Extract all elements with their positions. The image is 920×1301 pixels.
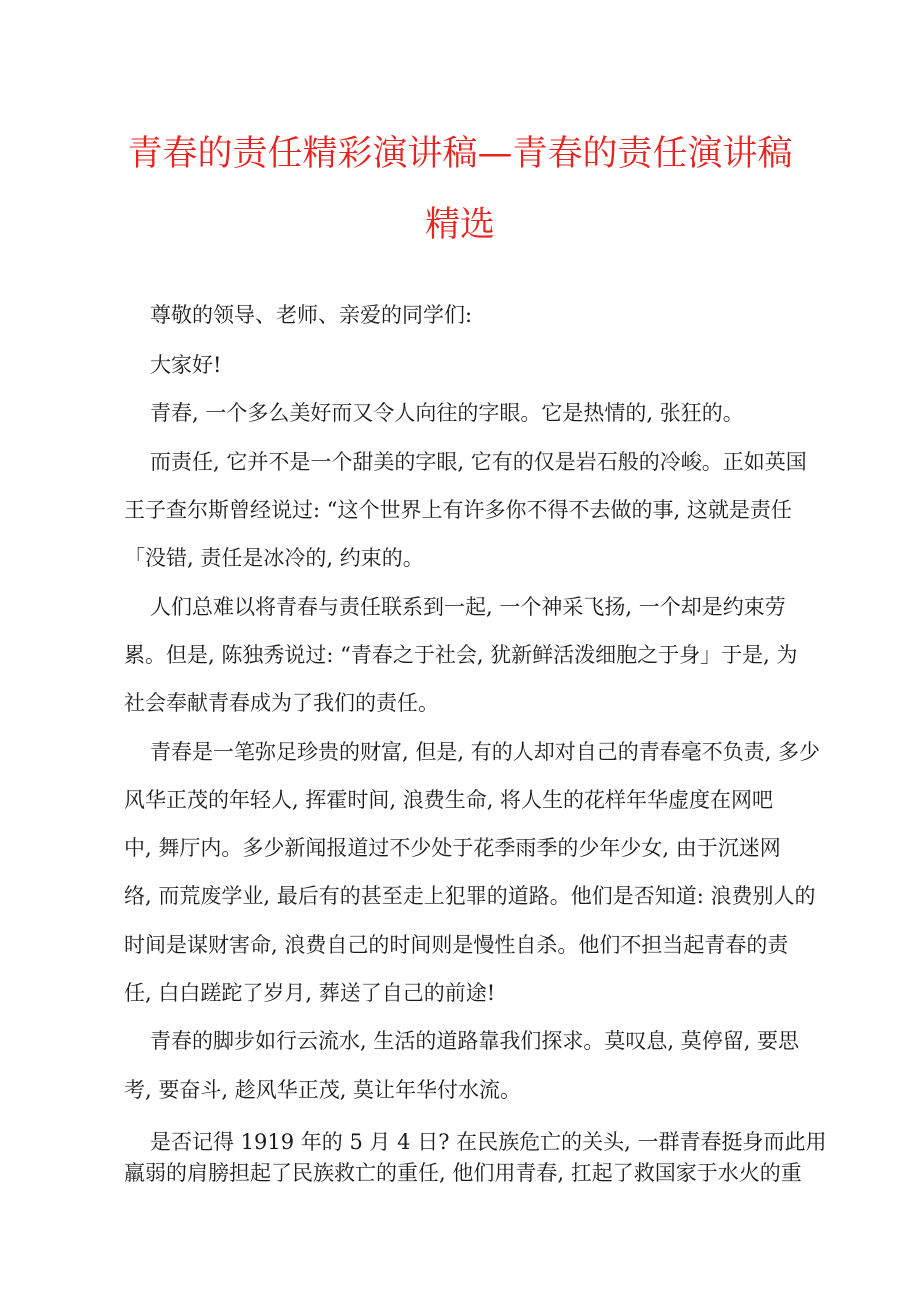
paragraph-line: 络, 而荒废学业, 最后有的甚至走上犯罪的道路。他们是否知道: 浪费别人的	[124, 884, 816, 908]
paragraph-line: 风华正茂的年轻人, 挥霍时间, 浪费生命, 将人生的花样年华虚度在网吧	[124, 788, 774, 812]
paragraph-line: 王子查尔斯曾经说过: “这个世界上有许多你不得不去做的事, 这就是责任	[124, 498, 792, 522]
paragraph-line: 中, 舞厅内。多少新闻报道过不少处于花季雨季的少年少女, 由于沉迷网	[124, 836, 781, 860]
paragraph-line: 青春的脚步如行云流水, 生活的道路靠我们探求。莫叹息, 莫停留, 要思	[150, 1029, 800, 1053]
document-title-line-2: 精选	[424, 205, 495, 245]
paragraph-line: 青春, 一个多么美好而又令人向往的字眼。它是热情的, 张狂的。	[150, 401, 744, 425]
paragraph-line: 羸弱的肩膀担起了民族救亡的重任, 他们用青春, 扛起了救国家于水火的重	[124, 1161, 802, 1185]
paragraph-line: 考, 要奋斗, 趁风华正茂, 莫让年华付水流。	[124, 1078, 522, 1102]
paragraph-line: 累。但是, 陈独秀说过: “青春之于社会, 犹新鲜活泼细胞之于身」于是, 为	[124, 643, 798, 667]
paragraph-line: 青春是一笔弥足珍贵的财富, 但是, 有的人却对自己的青春毫不负责, 多少	[150, 740, 821, 764]
greeting-line: 大家好!	[150, 353, 222, 377]
salutation-line: 尊敬的领导、老师、亲爱的同学们:	[150, 303, 473, 327]
document-title-line-1: 青春的责任精彩演讲稿—青春的责任演讲稿	[127, 134, 793, 174]
paragraph-line: 人们总难以将青春与责任联系到一起, 一个神采飞扬, 一个却是约束劳	[150, 595, 786, 619]
paragraph-line: 「没错, 责任是冰冷的, 约束的。	[124, 546, 424, 570]
paragraph-line: 任, 白白蹉跎了岁月, 葬送了自己的前途!	[124, 981, 496, 1005]
paragraph-line: 时间是谋财害命, 浪费自己的时间则是慢性自杀。他们不担当起青春的责	[124, 933, 789, 957]
paragraph-line: 是否记得 1919 年的 5 月 4 日? 在民族危亡的关头, 一群青春挺身而此用	[150, 1130, 827, 1154]
paragraph-line: 而责任, 它并不是一个甜美的字眼, 它有的仅是岩石般的冷峻。正如英国	[150, 450, 807, 474]
paragraph-line: 社会奉献青春成为了我们的责任。	[124, 691, 439, 715]
